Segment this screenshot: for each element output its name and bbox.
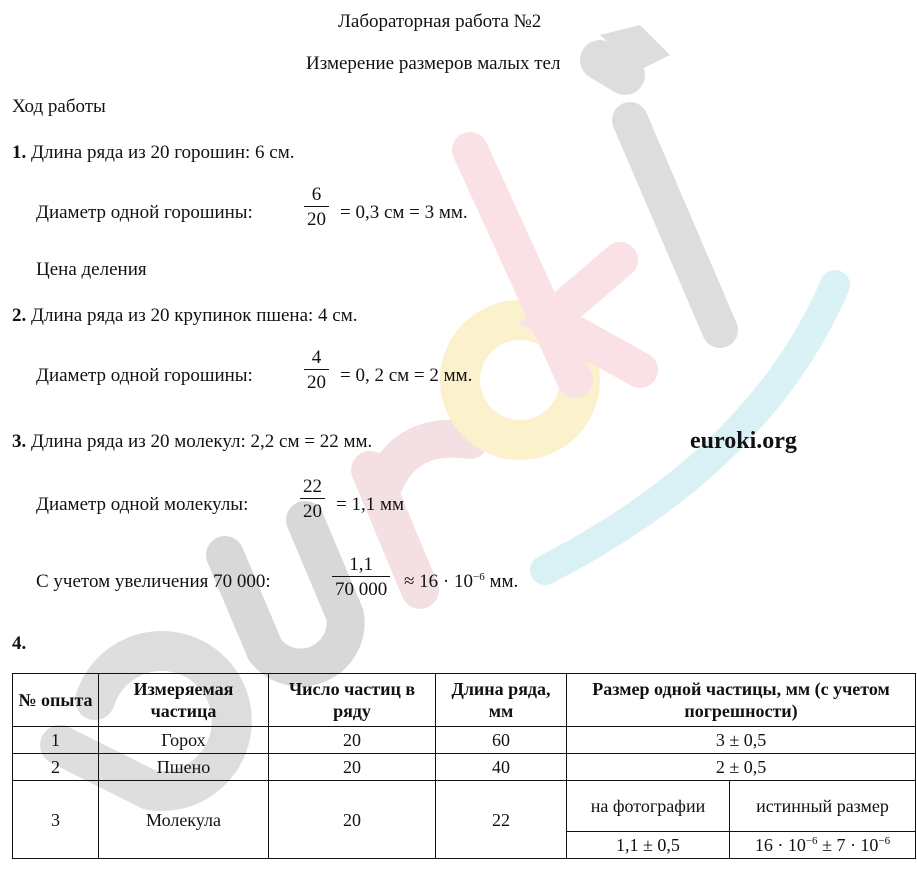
cell-size: 3 ± 0,5 [567, 727, 916, 754]
cell-particle: Молекула [99, 781, 269, 859]
zoom-exponent: −6 [473, 571, 485, 583]
step3-diameter-label: Диаметр одной молекулы: [36, 494, 249, 515]
header-length: Длина ряда, мм [436, 674, 567, 727]
zoom-numerator: 1,1 [349, 554, 373, 575]
step1-denominator: 20 [304, 206, 329, 231]
cell-length: 60 [436, 727, 567, 754]
step3-fraction [300, 476, 325, 523]
page-title: Лабораторная работа №2 [338, 11, 542, 32]
step3-result: = 1,1 мм [336, 494, 405, 515]
cell-true-value [730, 832, 916, 859]
step3-number: 3. [12, 431, 27, 452]
results-table [12, 673, 916, 859]
table-row [13, 781, 916, 832]
true-exponent-2: −6 [878, 835, 891, 847]
cell-n: 3 [13, 781, 99, 859]
step1-numerator: 6 [311, 184, 322, 205]
cell-size: 2 ± 0,5 [567, 754, 916, 781]
header-experiment-number: № опыта [13, 674, 99, 727]
zoom-denominator: 70 000 [332, 576, 390, 601]
page-subtitle: Измерение размеров малых тел [306, 53, 561, 74]
step2-diameter-label: Диаметр одной горошины: [36, 365, 253, 386]
true-exponent-1: −6 [805, 835, 818, 847]
step1-diameter-label: Диаметр одной горошины: [36, 202, 253, 223]
header-count: Число частиц в ряду [269, 674, 436, 727]
cell-n: 2 [13, 754, 99, 781]
step2-line [12, 304, 358, 328]
cell-photo-value: 1,1 ± 0,5 [567, 832, 730, 859]
zoom-result-suffix: мм. [484, 571, 519, 592]
step1-line [12, 141, 295, 165]
cell-length: 40 [436, 754, 567, 781]
zoom-result [404, 570, 518, 594]
step4-number: 4. [12, 633, 27, 654]
step1-text: Длина ряда из 20 горошин: 6 см. [31, 142, 295, 163]
division-price-label: Цена деления [36, 259, 147, 280]
step2-denominator: 20 [304, 369, 329, 394]
step2-text: Длина ряда из 20 крупинок пшена: 4 см. [31, 305, 358, 326]
step3-numerator: 22 [303, 476, 322, 497]
step2-numerator: 4 [311, 347, 322, 368]
table-row [13, 727, 916, 754]
cell-length: 22 [436, 781, 567, 859]
step3-line [12, 430, 372, 454]
cell-particle: Горох [99, 727, 269, 754]
zoom-result-prefix: ≈ 16 · 10 [404, 571, 474, 592]
cell-count: 20 [269, 754, 436, 781]
step2-fraction [304, 347, 329, 394]
cell-count: 20 [269, 781, 436, 859]
cell-particle: Пшено [99, 754, 269, 781]
cell-n: 1 [13, 727, 99, 754]
zoom-label: С учетом увеличения 70 000: [36, 571, 271, 592]
cell-sub-photo: на фотографии [567, 781, 730, 832]
step2-result: = 0, 2 см = 2 мм. [340, 365, 473, 386]
zoom-fraction [332, 554, 390, 601]
progress-heading: Ход работы [12, 96, 106, 117]
step1-fraction [304, 184, 329, 231]
step2-number: 2. [12, 305, 27, 326]
cell-sub-true: истинный размер [730, 781, 916, 832]
true-value-prefix: 16 · 10 [754, 835, 806, 855]
step3-text: Длина ряда из 20 молекул: 2,2 см = 22 мм. [31, 431, 373, 452]
site-watermark-text: euroki.org [690, 428, 797, 454]
cell-count: 20 [269, 727, 436, 754]
step1-result: = 0,3 см = 3 мм. [340, 202, 468, 223]
table-row [13, 754, 916, 781]
step3-denominator: 20 [300, 498, 325, 523]
step1-number: 1. [12, 142, 27, 163]
true-value-mid: ± 7 · 10 [817, 835, 879, 855]
table-header-row [13, 674, 916, 727]
header-particle: Измеряемая частица [99, 674, 269, 727]
header-size: Размер одной частицы, мм (с учетом погрешности) [567, 674, 916, 727]
